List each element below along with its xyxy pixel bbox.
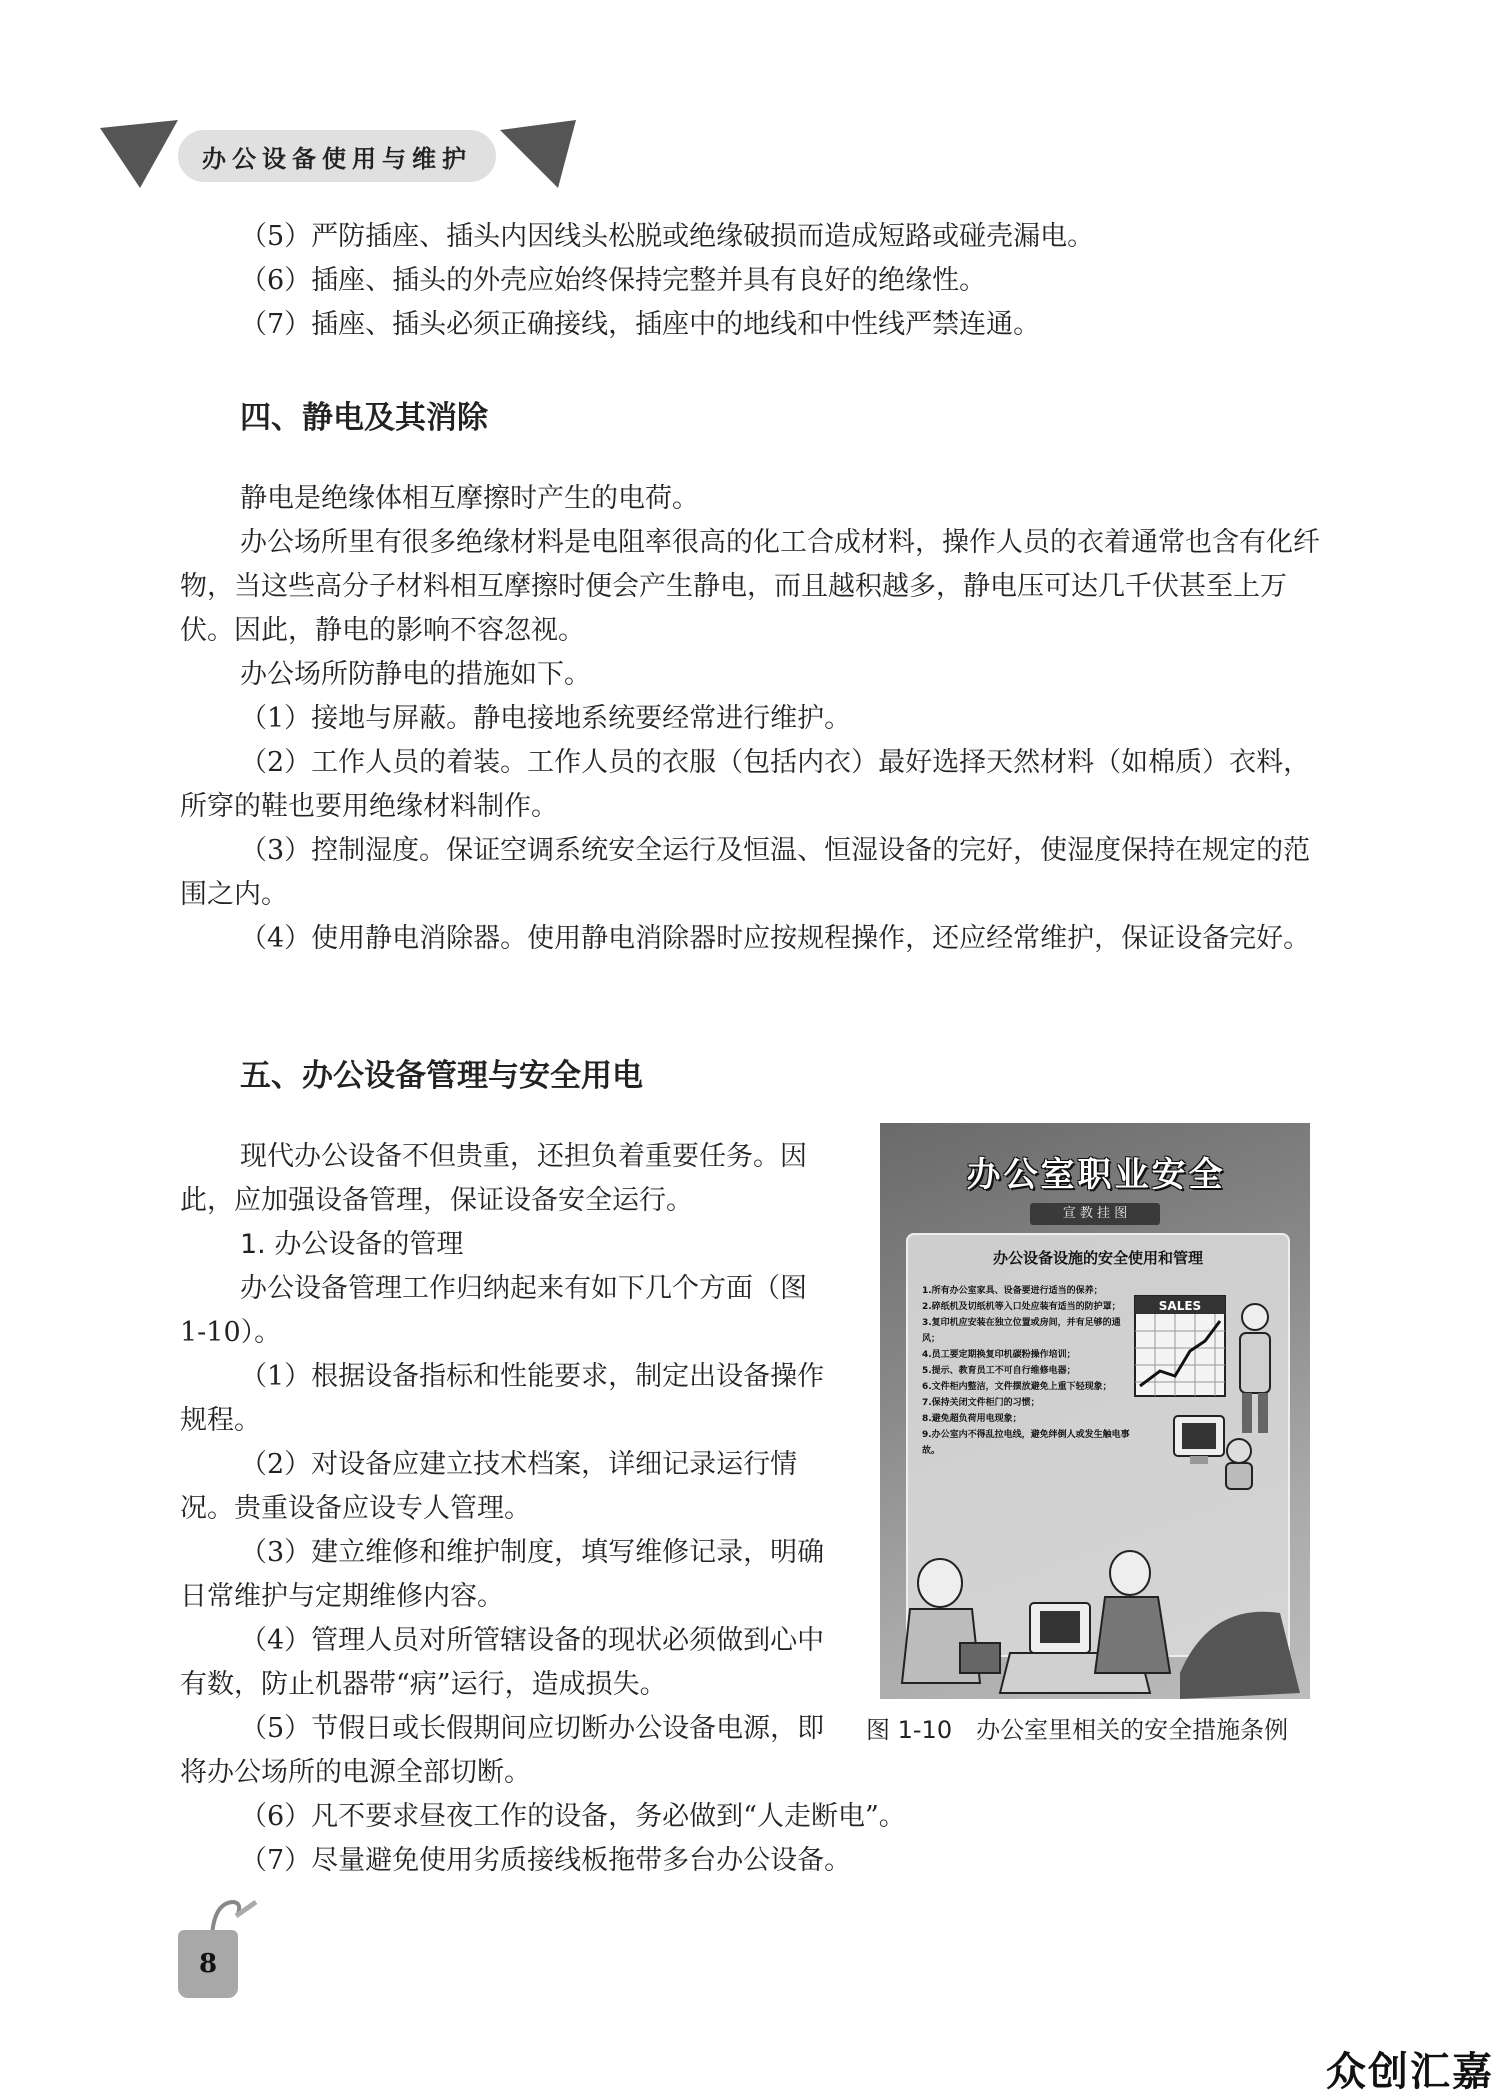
header-right-triangle-icon — [500, 120, 580, 190]
poster-rule: 5.提示、教育员工不可自行维修电器； — [922, 1366, 1076, 1376]
section4-heading: 四、静电及其消除 — [240, 400, 488, 436]
section5-p1: 现代办公设备不但贵重，还担负着重要任务。因此，应加强设备管理，保证设备安全运行。 — [180, 1141, 807, 1216]
section5-item5: （5）节假日或长假期间应切断办公设备电源，即将办公场所的电源全部切断。 — [180, 1713, 825, 1788]
poster-rule: 4.员工要定期换复印机碳粉操作培训； — [922, 1350, 1076, 1360]
section5-heading: 五、办公设备管理与安全用电 — [240, 1058, 643, 1094]
section5-item2: （2）对设备应建立技术档案，详细记录运行情况。贵重设备应设专人管理。 — [180, 1449, 798, 1524]
header-left-triangle-icon — [100, 120, 180, 190]
poster-cartoon-scene — [880, 1523, 1310, 1699]
section4-item4: （4）使用静电消除器。使用静电消除器时应按规程操作，还应经常维护，保证设备完好。 — [240, 923, 1311, 954]
poster-rule: 2.碎纸机及切纸机等入口处应装有适当的防护罩； — [922, 1302, 1121, 1312]
poster-rule-list — [922, 1283, 1132, 1459]
poster-title: 办公室职业安全 — [966, 1154, 1226, 1195]
computer-worker-icon — [1144, 1411, 1264, 1491]
section4-p3: 办公场所防静电的措施如下。 — [240, 659, 591, 690]
poster-rule: 3.复印机应安装在独立位置或房间，并有足够的通风； — [922, 1318, 1121, 1344]
sales-chart-illustration — [1130, 1291, 1230, 1401]
section5-item6: （6）凡不要求昼夜工作的设备，务必做到“人走断电”。 — [240, 1801, 906, 1832]
top-item-7: （7）插座、插头必须正确接线，插座中的地线和中性线严禁连通。 — [240, 309, 1041, 340]
poster-rule: 8.避免超负荷用电现象； — [922, 1414, 1022, 1424]
section4-item3: （3）控制湿度。保证空调系统安全运行及恒温、恒湿设备的完好，使湿度保持在规定的范围之内。 — [180, 835, 1311, 910]
section5-p2: 办公设备管理工作归纳起来有如下几个方面（图 1-10）。 — [180, 1273, 807, 1348]
poster-rule: 9.办公室内不得乱拉电线，避免绊倒人或发生触电事故。 — [922, 1430, 1130, 1456]
figure-caption: 图 1-10 办公室里相关的安全措施条例 — [866, 1716, 1289, 1744]
poster-subtitle: 宣 教 挂 图 — [1030, 1203, 1160, 1225]
section4-p1: 静电是绝缘体相互摩擦时产生的电荷。 — [240, 483, 699, 514]
section4-p2: 办公场所里有很多绝缘材料是电阻率很高的化工合成材料，操作人员的衣着通常也含有化纤物，当这些高分子材料相互摩擦时便会产生静电，而且越积越多，静电压可达几千伏甚至上万伏。因此，静电的影响不容忽视。 — [180, 527, 1320, 646]
section5-item1: （1）根据设备指标和性能要求，制定出设备操作规程。 — [180, 1361, 825, 1436]
header-title: 办公设备使用与维护 — [178, 130, 496, 182]
poster-panel-title: 办公设备设施的安全使用和管理 — [992, 1249, 1203, 1267]
watermark-text: 众创汇嘉 — [1326, 2049, 1494, 2095]
sales-label: SALES — [1158, 1299, 1202, 1313]
poster-rule: 7.保持关闭文件柜门的习惯； — [922, 1398, 1040, 1408]
top-item-5: （5）严防插座、插头内因线头松脱或绝缘破损而造成短路或碰壳漏电。 — [240, 221, 1095, 252]
safety-poster-figure — [880, 1123, 1310, 1699]
section5-item7: （7）尽量避免使用劣质接线板拖带多台办公设备。 — [240, 1845, 852, 1876]
top-item-6: （6）插座、插头的外壳应始终保持完整并具有良好的绝缘性。 — [240, 265, 987, 296]
section4-item2: （2）工作人员的着装。工作人员的衣服（包括内衣）最好选择天然材料（如棉质）衣料，所穿的鞋也要用绝缘材料制作。 — [180, 747, 1311, 822]
section5-subheading: 1. 办公设备的管理 — [240, 1229, 464, 1260]
poster-rule: 6.文件柜内整洁，文件摆放避免上重下轻现象； — [922, 1382, 1112, 1392]
section5-item3: （3）建立维修和维护制度，填写维修记录，明确日常维护与定期维修内容。 — [180, 1537, 825, 1612]
poster-rule: 1.所有办公室家具、设备要进行适当的保养； — [922, 1286, 1103, 1296]
section5-item4: （4）管理人员对所管辖设备的现状必须做到心中有数，防止机器带“病”运行，造成损失。 — [180, 1625, 825, 1700]
section4-item1: （1）接地与屏蔽。静电接地系统要经常进行维护。 — [240, 703, 852, 734]
page-number: 8 — [178, 1930, 238, 1998]
